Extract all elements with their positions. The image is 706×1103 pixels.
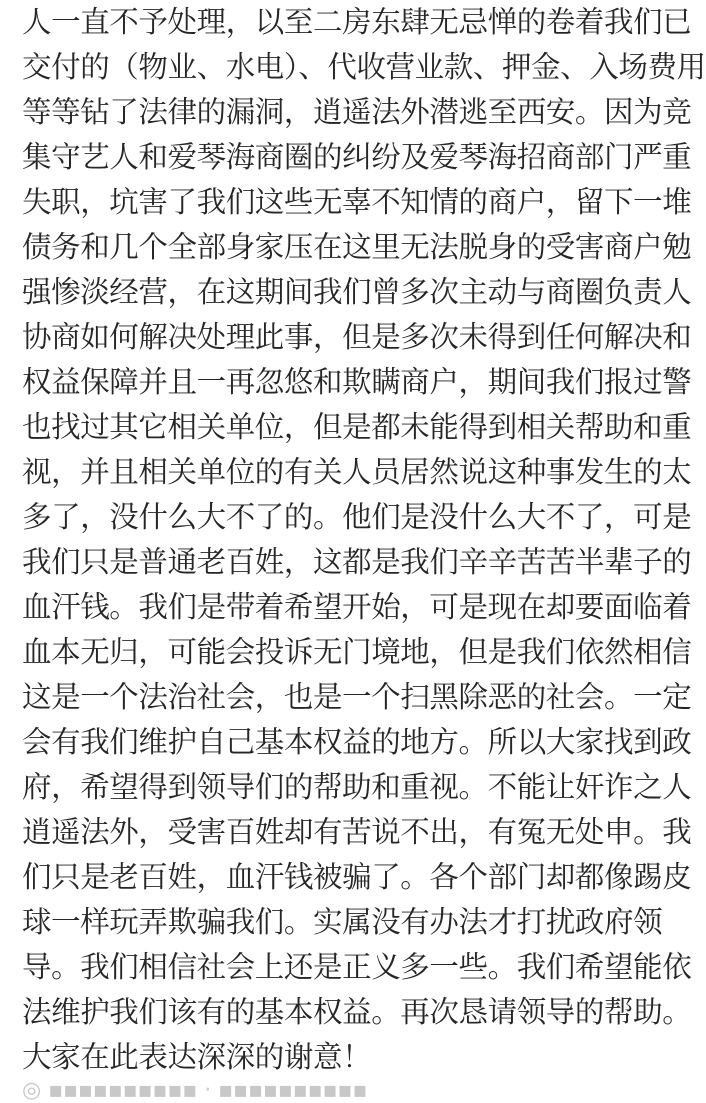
text-line-10: 也找过其它相关单位，但是都未能得到相关帮助和重 <box>22 410 692 444</box>
text-line-18: 府，希望得到领导们的帮助和重视。不能让奸诈之人 <box>22 770 692 804</box>
text-line-1: 人一直不予处理，以至二房东肆无忌惮的卷着我们已 <box>22 5 692 39</box>
text-line-2: 交付的（物业、水电）、代收营业款、押金、入场费用 <box>22 50 706 84</box>
cropped-footer-caption <box>22 1076 672 1103</box>
text-line-11: 视，并且相关单位的有关人员居然说这种事发生的太 <box>22 455 692 489</box>
text-line-3: 等等钻了法律的漏洞，逍遥法外潜逃至西安。因为竞 <box>22 95 692 129</box>
text-line-15: 血本无归，可能会投诉无门境地，但是我们依然相信 <box>22 635 692 669</box>
text-line-21: 球一样玩弄欺骗我们。实属没有办法才打扰政府领 <box>22 905 663 939</box>
text-line-4: 集守艺人和爱琴海商圈的纠纷及爱琴海招商部门严重 <box>22 140 692 174</box>
article-body <box>22 0 706 1080</box>
text-line-12: 多了，没什么大不了的。他们是没什么大不了，可是 <box>22 500 692 534</box>
text-line-23: 法维护我们该有的基本权益。再次恳请领导的帮助。 <box>22 995 692 1029</box>
text-line-13: 我们只是普通老百姓，这都是我们辛辛苦苦半辈子的 <box>22 545 692 579</box>
text-line-7: 强惨淡经营，在这期间我们曾多次主动与商圈负责人 <box>22 275 692 309</box>
text-line-14: 血汗钱。我们是带着希望开始，可是现在却要面临着 <box>22 590 692 624</box>
text-line-24: 大家在此表达深深的谢意！ <box>22 1040 372 1074</box>
text-line-8: 协商如何解决处理此事，但是多次未得到任何解决和 <box>22 320 692 354</box>
text-line-22: 导。我们相信社会上还是正义多一些。我们希望能依 <box>22 950 692 984</box>
text-line-17: 会有我们维护自己基本权益的地方。所以大家找到政 <box>22 725 692 759</box>
text-line-5: 失职，坑害了我们这些无辜不知情的商户，留下一堆 <box>22 185 692 219</box>
text-line-9: 权益保障并且一再忽悠和欺瞒商户，期间我们报过警 <box>22 365 692 399</box>
text-line-16: 这是一个法治社会，也是一个扫黑除恶的社会。一定 <box>22 680 692 714</box>
cropped-footer-glyphs: ◎ ▪▪▪▪▪▪▪▪▪▪ · ▪▪▪▪▪▪▪▪▪▪ <box>22 1078 368 1103</box>
text-line-6: 债务和几个全部身家压在这里无法脱身的受害商户勉 <box>22 230 692 264</box>
text-line-19: 逍遥法外，受害百姓却有苦说不出，有冤无处申。我 <box>22 815 692 849</box>
text-line-20: 们只是老百姓，血汗钱被骗了。各个部门却都像踢皮 <box>22 860 692 894</box>
